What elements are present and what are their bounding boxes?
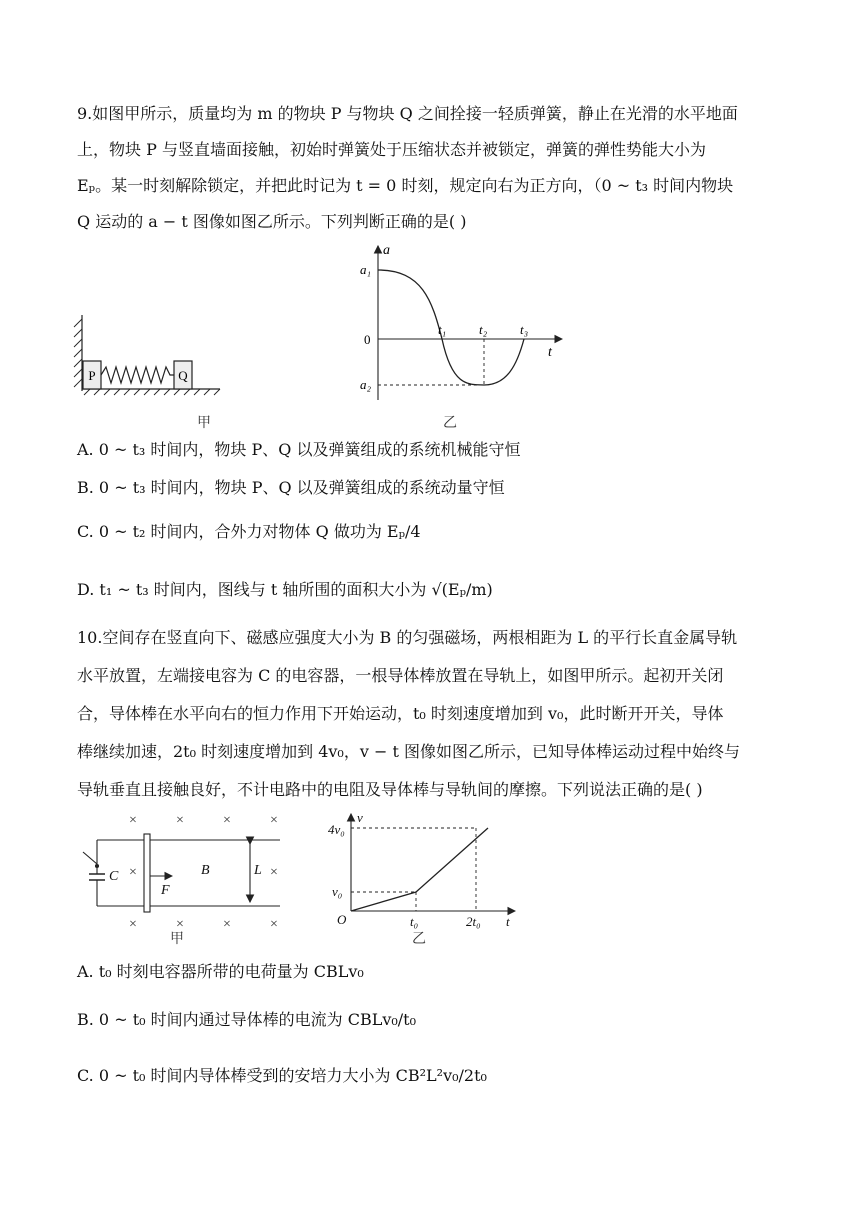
- q10-line-5: 导轨垂直且接触良好，不计电路中的电阻及导体棒与导轨间的摩擦。下列说法正确的是( ): [77, 780, 703, 799]
- field-b-label: B: [201, 863, 210, 878]
- q10-line-2: 水平放置，左端接电容为 C 的电容器，一根导体棒放置在导轨上，如图甲所示。起初开关闭: [77, 666, 724, 685]
- q10-caption-yi: 乙: [412, 931, 426, 947]
- q9-option-a: A. 0 ~ t₃ 时间内，物块 P、Q 以及弹簧组成的系统机械能守恒: [77, 440, 521, 459]
- 2t0-label: 2t₀: [466, 914, 481, 929]
- q10-option-c: C. 0 ~ t₀ 时间内导体棒受到的安培力大小为 CB²L²v₀/2t₀: [77, 1066, 487, 1085]
- field-cross: ×: [270, 865, 278, 880]
- q9-caption-yi: 乙: [443, 415, 457, 431]
- q10-option-b: B. 0 ~ t₀ 时间内通过导体棒的电流为 CBLv₀/t₀: [77, 1010, 417, 1029]
- v0-label: v₀: [332, 884, 343, 899]
- a2-label: a₂: [360, 377, 372, 392]
- capacitor-c-label: C: [109, 869, 119, 884]
- field-cross: ×: [129, 813, 137, 828]
- q9-line-2: 上，物块 P 与竖直墙面接触，初始时弹簧处于压缩状态并被锁定，弹簧的弹性势能大小为: [77, 140, 706, 159]
- q9-caption-jia: 甲: [197, 415, 211, 431]
- q9-figure-yi: [352, 240, 567, 405]
- t3-label: t₃: [520, 322, 529, 337]
- q10-figure-yi: [330, 810, 520, 935]
- q9-line-1: 9.如图甲所示，质量均为 m 的物块 P 与物块 Q 之间拴接一轻质弹簧，静止在光滑的水平地面: [77, 104, 738, 123]
- block-p-label: P: [88, 368, 96, 383]
- field-cross: ×: [223, 813, 231, 828]
- q9-figure-jia: [70, 305, 220, 400]
- q9-option-d: D. t₁ ~ t₃ 时间内，图线与 t 轴所围的面积大小为 √(Eₚ/m): [77, 580, 493, 599]
- a1-label: a₁: [360, 262, 372, 277]
- origin-o-label: O: [337, 912, 347, 927]
- field-cross: ×: [129, 917, 137, 932]
- q10-caption-jia: 甲: [170, 931, 184, 947]
- t1-label: t₁: [438, 322, 447, 337]
- q9-option-c: C. 0 ~ t₂ 时间内，合外力对物体 Q 做功为 Eₚ/4: [77, 522, 421, 541]
- block-q-label: Q: [178, 368, 188, 383]
- q9-option-b: B. 0 ~ t₃ 时间内，物块 P、Q 以及弹簧组成的系统动量守恒: [77, 478, 505, 497]
- field-cross: ×: [176, 917, 184, 932]
- width-l-label: L: [254, 863, 262, 878]
- q10-option-a: A. t₀ 时刻电容器所带的电荷量为 CBLv₀: [77, 962, 364, 981]
- q10-line-4: 棒继续加速，2t₀ 时刻速度增加到 4v₀，v − t 图像如图乙所示，已知导体棒运动过程中始终与: [77, 742, 740, 761]
- t0-label: t₀: [410, 914, 419, 929]
- q10-line-1: 10.空间存在竖直向下、磁感应强度大小为 B 的匀强磁场，两根相距为 L 的平行长直金属导轨: [77, 628, 738, 647]
- field-cross: ×: [129, 865, 137, 880]
- t2-label: t₂: [479, 322, 488, 337]
- force-f-label: F: [161, 883, 170, 898]
- q10-figure-jia: [75, 812, 290, 932]
- field-cross: ×: [270, 813, 278, 828]
- origin-label: 0: [364, 332, 371, 347]
- field-cross: ×: [176, 813, 184, 828]
- q9-line-4: Q 运动的 a − t 图像如图乙所示。下列判断正确的是( ): [77, 212, 467, 231]
- 4v0-label: 4v₀: [328, 822, 345, 837]
- y-axis-a-label: a: [383, 243, 390, 258]
- q10-line-3: 合，导体棒在水平向右的恒力作用下开始运动，t₀ 时刻速度增加到 v₀，此时断开开关，导体: [77, 704, 724, 723]
- field-cross: ×: [270, 917, 278, 932]
- x-axis-t-label: t: [548, 345, 552, 360]
- x-axis-t-label: t: [506, 914, 510, 929]
- y-axis-v-label: v: [357, 810, 363, 825]
- field-cross: ×: [223, 917, 231, 932]
- q9-line-3: Eₚ。某一时刻解除锁定，并把此时记为 t = 0 时刻，规定向右为正方向，（0 ~ t₃ 时间内物块: [77, 176, 734, 195]
